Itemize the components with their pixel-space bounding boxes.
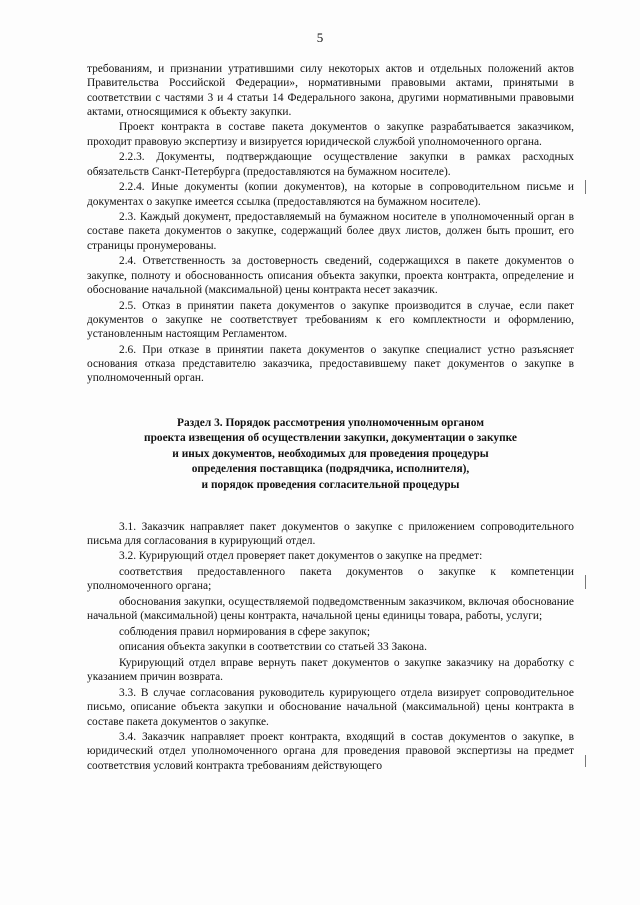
page-number: 5	[316, 30, 324, 45]
section-heading-line: и иных документов, необходимых для проведения процедуры	[172, 447, 489, 460]
paragraph: 2.3. Каждый документ, предоставляемый на бумажном носителе в уполномоченный орган в составе пакета документов о закупке, содержащий более двух листов, должен быть прошит, его страницы пронумерованы.	[87, 211, 574, 252]
paragraph: соответствия предоставленного пакета документов о закупке к компетенции уполномоченного органа;	[87, 566, 574, 593]
paragraph: требованиям, и признании утратившими силу некоторых актов и отдельных положений актов Правительства Российской Федерации», нормативными правовыми актами, принятыми в соответствии с частями 3 и 4 статьи 14 Федерального закона, другими нормативными правовыми актами, относящимися к объекту закупки.	[87, 63, 574, 118]
paragraph: обоснования закупки, осуществляемой подведомственным заказчиком, включая обоснование начальной (максимальной) цены контракта, начальной цены единицы товара, работы, услуги;	[87, 595, 574, 623]
paragraphs-before-section	[87, 62, 574, 386]
paragraph: 3.1. Заказчик направляет пакет документов о закупке с приложением сопроводительного письма для согласования в курирующий отдел.	[87, 520, 574, 547]
paragraph: 3.3. В случае согласования руководитель курирующего отдела визирует сопроводительное письмо, описание объекта закупки и обоснование начальной (максимальной) цены контракта в составе пакета документов о закупке.	[87, 686, 574, 728]
paragraph: 2.4. Ответственность за достоверность сведений, содержащихся в пакете документов о закупке, полноту и обоснованность описания объекта закупки, проекта контракта, определение и обоснование начальной (максимальной) цены контракта несет заказчик.	[87, 255, 574, 296]
section-heading-line: определения поставщика (подрядчика, исполнителя),	[191, 463, 470, 476]
paragraph: 2.6. При отказе в принятии пакета документов о закупке специалист устно разъясняет основания отказа представителю заказчика, предоставившему пакет документов о закупке в уполномоченный орган.	[87, 343, 574, 385]
paragraph: описания объекта закупки в соответствии со статьей 33 Закона.	[119, 641, 427, 654]
paragraph: 2.2.4. Иные документы (копии документов), на которые в сопроводительном письме и документах о закупке имеется ссылка (предоставляются на бумажном носителе).	[87, 181, 574, 208]
section-heading	[87, 416, 574, 494]
paragraph: Курирующий отдел вправе вернуть пакет документов о закупке заказчику на доработку с указанием причин возврата.	[87, 657, 574, 684]
document-body	[87, 62, 574, 774]
paragraph: 2.2.3. Документы, подтверждающие осуществление закупки в рамках расходных обязательств Санкт-Петербурга (предоставляются на бумажном носителе).	[87, 151, 574, 178]
paragraph: 2.5. Отказ в принятии пакета документов о закупке производится в случае, если пакет документов о закупке не соответствует требованиям к его комплектности и оформлению, установленным настоящим Регламентом.	[87, 299, 574, 341]
paragraph: 3.2. Курирующий отдел проверяет пакет документов о закупке на предмет:	[119, 550, 483, 563]
paragraphs-after-section	[87, 520, 574, 773]
paragraph: Проект контракта в составе пакета документов о закупке разрабатывается заказчиком, проходит правовую экспертизу и визируется юридической службой уполномоченного органа.	[87, 121, 574, 148]
scan-mark	[585, 180, 586, 194]
section-heading-line: Раздел 3. Порядок рассмотрения уполномоченным органом	[177, 416, 484, 429]
scan-mark	[585, 755, 586, 767]
scan-mark	[585, 575, 586, 589]
paragraph: соблюдения правил нормирования в сфере закупок;	[119, 625, 370, 638]
paragraph: 3.4. Заказчик направляет проект контракта, входящий в состав документов о закупке, в юридический отдел уполномоченного органа для проведения правовой экспертизы на предмет соответствия условий контракта требованиям действующего	[87, 731, 574, 772]
section-heading-line: проекта извещения об осуществлении закупки, документации о закупке	[144, 432, 517, 445]
section-heading-line: и порядок проведения согласительной процедуры	[201, 478, 460, 491]
